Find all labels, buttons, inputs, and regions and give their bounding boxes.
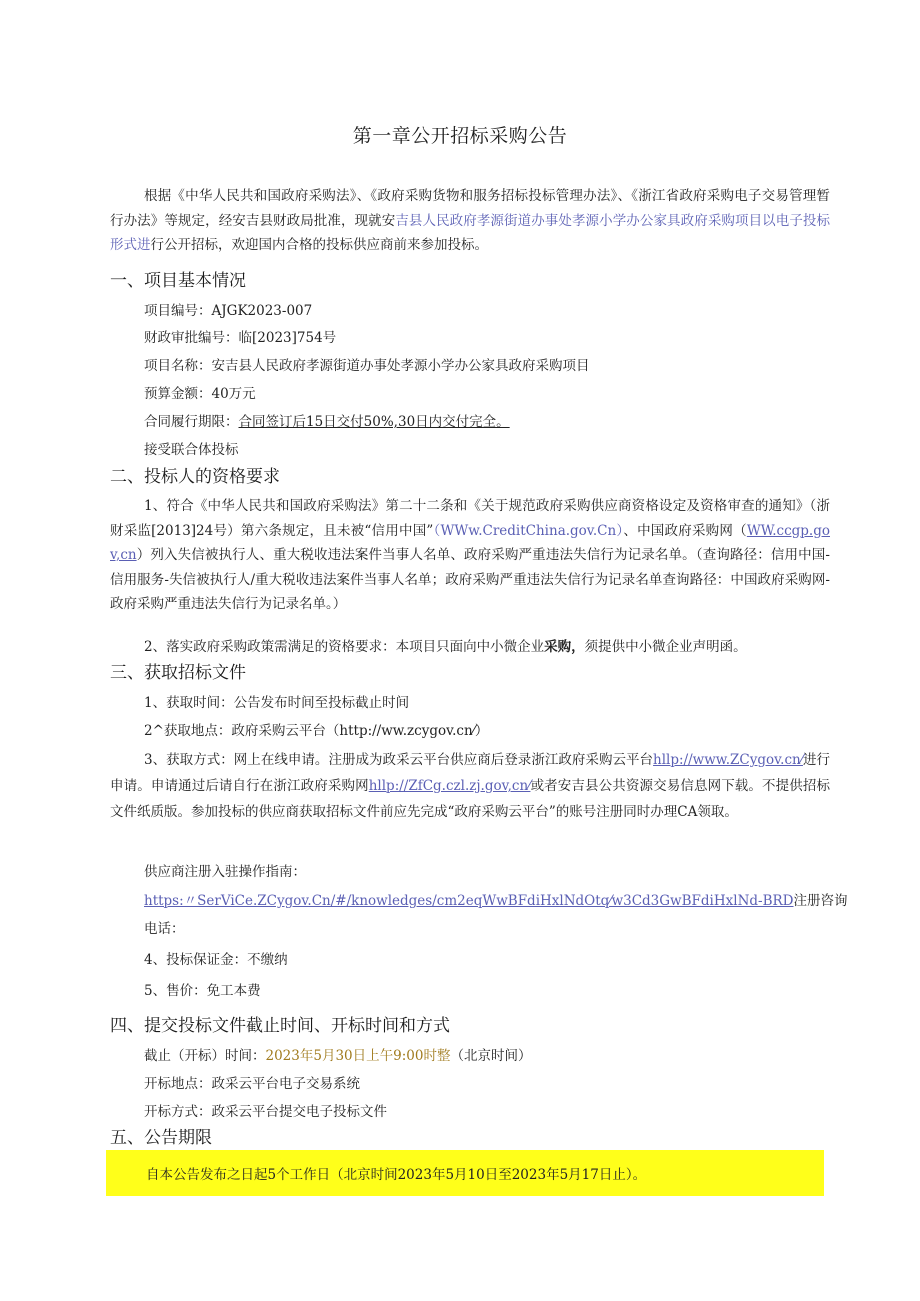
- deadline-value: 2023年5月30日上午9:00时整: [265, 1048, 451, 1064]
- guide-line: [144, 891, 848, 911]
- phone-label: 电话：: [144, 921, 185, 937]
- contract-period: [144, 412, 510, 432]
- section2-heading: 二、投标人的资格要求: [110, 467, 280, 487]
- announcement-period-highlight: [106, 1150, 824, 1196]
- intro-text-1: 根据《中华人民共和国政府采购法》、《政府采购货物和服务招标投标管理办法》、《浙江省政府采购电子交易管理暂行办法》等规定，经安吉县财政局批准，现就安: [110, 188, 830, 229]
- document-price: 5、售价：免工本费: [144, 983, 261, 999]
- obtain-method-text-c: 或者安吉县公共资源交易信息网下载。不提供招标文件纸质版。参加投标的供应商获取招标文件前应先完成“政府采购云平台”的账号注册同时办理CA领取。: [110, 778, 831, 820]
- bid-deposit: 4、投标保证金：不缴纳: [144, 952, 288, 968]
- deadline: [144, 1046, 531, 1066]
- intro-project-highlight: 吉县人民政府孝源街道办事处孝源小学办公家具政府采购项目以电子投标形式进: [110, 212, 831, 253]
- creditchina-link[interactable]: （WWw.CreditChina.gov.Cn）: [433, 522, 624, 539]
- qualification-1-text-b: 、中国政府采购网（: [623, 522, 747, 539]
- guide-link[interactable]: https:〃SerViCe.ZCygov.Cn/#/knowledges/cm2eqWwBFdiHxlNdOtq⁄w3Cd3GwBFdiHxlNd-BRD: [144, 893, 794, 909]
- ccgp-link[interactable]: WW.ccgp.gov,cn: [110, 522, 830, 563]
- page-title: 第一章公开招标采购公告: [352, 125, 568, 147]
- approval-number: 财政审批编号：临[2023]754号: [144, 330, 337, 346]
- intro-text-3: 行公开招标，欢迎国内合格的投标供应商前来参加投标。: [150, 237, 488, 253]
- section1-heading: 一、项目基本情况: [110, 271, 246, 291]
- announcement-period-text: 自本公告发布之日起5个工作日（北京时间2023年5月10日至2023年5月17日止）。: [146, 1167, 647, 1183]
- consortium-note: 接受联合体投标: [144, 442, 239, 458]
- intro-paragraph: [110, 184, 830, 258]
- opening-location: 开标地点：政采云平台电子交易系统: [144, 1076, 360, 1092]
- obtain-method-text-b: 进行申请。申请通过后请自行在浙江政府采购网: [110, 752, 831, 794]
- project-name: 项目名称：安吉县人民政府孝源街道办事处孝源小学办公家具政府采购项目: [144, 358, 590, 374]
- qualification-item-1: [110, 494, 830, 617]
- qualification-2-text-b: 须提供中小微企业声明函。: [584, 639, 747, 655]
- budget-amount: 预算金额：40万元: [144, 386, 256, 402]
- contract-period-value: 合同签订后15日交付50%,30日内交付完全。: [238, 414, 510, 430]
- qualification-1-text-a: 1、符合《中华人民共和国政府采购法》第二十二条和《关于规范政府采购供应商资格设定及资格审查的通知》（浙财采监[2013]24号）第六条规定，且未被“信用中国”: [110, 498, 830, 539]
- qualification-1-text-c: ）列入失信被执行人、重大税收违法案件当事人名单、政府采购严重违法失信行为记录名单。（查询路径：信用中国-信用服务-失信被执行人/重大税收违法案件当事人名单；政府采购严重违法失信行为记录名单查询路径：中国政府采购网-政府采购严重违法失信行为记录名单。）: [110, 547, 830, 612]
- deadline-label: 截止（开标）时间：: [144, 1048, 266, 1064]
- deadline-note: （北京时间）: [450, 1048, 532, 1064]
- obtain-method: [110, 747, 830, 825]
- guide-after: 注册咨询: [793, 893, 848, 909]
- qualification-2-text-a: 2、落实政府采购政策需满足的资格要求：本项目只面向中小微企业: [144, 639, 545, 655]
- zfcg-link[interactable]: hllp://ZfCg.czl.zj.gov,cn⁄: [368, 778, 531, 794]
- section5-heading: 五、公告期限: [110, 1128, 212, 1148]
- qualification-item-2: [144, 637, 747, 657]
- obtain-time: 1、获取时间：公告发布时间至投标截止时间: [144, 695, 410, 711]
- zcygov-link[interactable]: hllp://www.ZCygov.cn⁄: [653, 752, 803, 768]
- guide-label: 供应商注册入驻操作指南：: [144, 864, 306, 880]
- section4-heading: 四、提交投标文件截止时间、开标时间和方式: [110, 1016, 450, 1036]
- qualification-2-bold: 采购，: [544, 639, 585, 655]
- obtain-method-text-a: 3、获取方式：网上在线申请。注册成为政采云平台供应商后登录浙江政府采购云平台: [144, 752, 654, 768]
- project-number: 项目编号：AJGK2023-007: [144, 303, 313, 319]
- section3-heading: 三、获取招标文件: [110, 663, 246, 683]
- opening-method: 开标方式：政采云平台提交电子投标文件: [144, 1104, 387, 1120]
- obtain-place: 2^获取地点：政府采购云平台（http://ww.zcygov.cn⁄）: [144, 723, 489, 739]
- contract-period-label: 合同履行期限：: [144, 414, 239, 430]
